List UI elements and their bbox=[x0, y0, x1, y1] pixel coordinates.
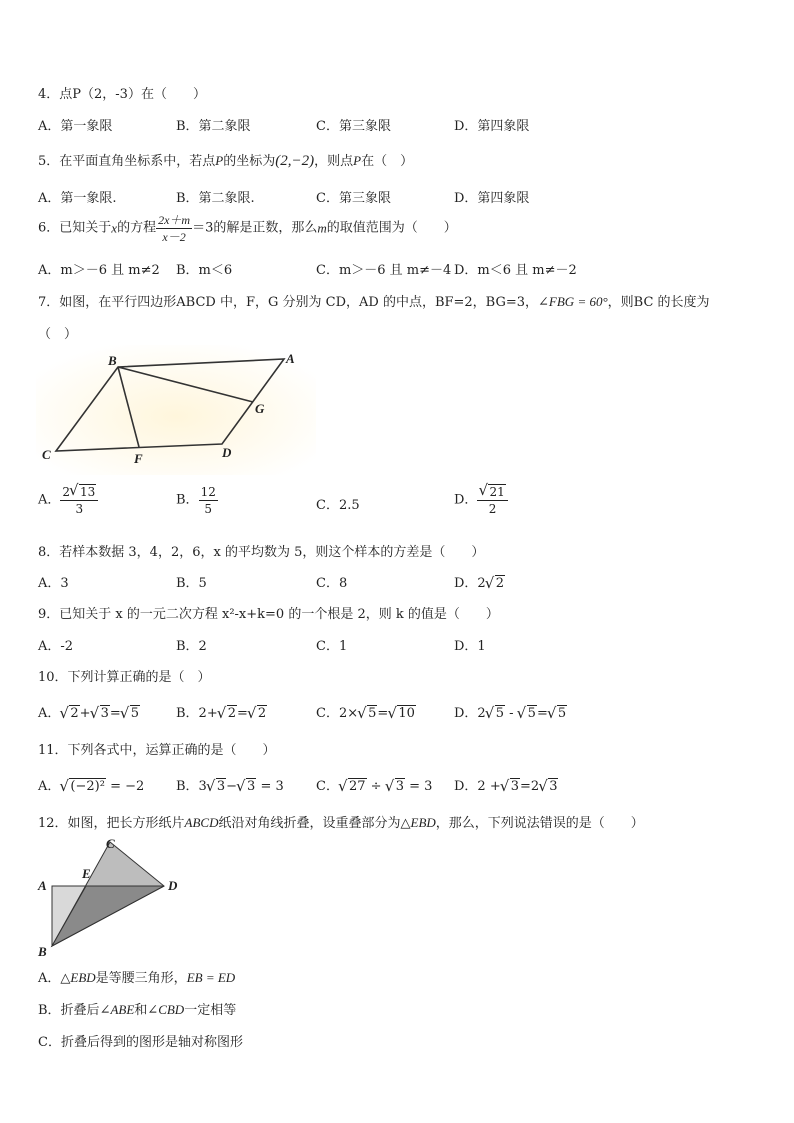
q7-option-c: C．2.5 bbox=[316, 498, 360, 513]
q7-label-d: D bbox=[222, 445, 232, 460]
q12-label-c: C bbox=[106, 836, 115, 851]
q8-option-c: C．8 bbox=[316, 576, 348, 591]
q10-stem: 10．下列计算正确的是（ ） bbox=[38, 670, 211, 685]
q7-label-a: A bbox=[286, 351, 295, 366]
q11-option-d: D．2 +√ 3=2√ 3 bbox=[454, 775, 558, 794]
q10-option-c: C．2×√ 5=√ 10 bbox=[316, 702, 416, 721]
q8-option-b: B．5 bbox=[176, 576, 207, 591]
q7-option-a: A． $\frac{2√ 13}{3}$ bbox=[38, 484, 98, 517]
q9-option-a: A．-2 bbox=[38, 639, 74, 654]
q7-label-f: F bbox=[134, 451, 143, 466]
q10-option-b: B．2+√ 2=√ 2 bbox=[176, 702, 267, 721]
q4-option-c: C．第三象限 bbox=[316, 119, 391, 134]
q12-stem: 12．如图，把长方形纸片ABCD纸沿对角线折叠，设重叠部分为△EBD，那么，下列说法错误的是（ ） bbox=[38, 815, 644, 831]
q7-label-b: B bbox=[108, 353, 117, 368]
q12-option-a: A．△EBD是等腰三角形，EB = ED bbox=[38, 970, 236, 986]
q9-option-d: D．1 bbox=[454, 639, 486, 654]
q9-option-b: B．2 bbox=[176, 639, 207, 654]
q6-fraction: $\frac{2x+m}{x-2}$ bbox=[158, 213, 191, 244]
q7-option-b: B． $\frac{12}{5}$ bbox=[176, 485, 216, 516]
q12-label-d: D bbox=[168, 878, 178, 893]
q12-label-a: A bbox=[38, 878, 47, 893]
q5-stem: 5．在平面直角坐标系中，若点P的坐标为(2,−2)，则点P在（ ） bbox=[38, 153, 414, 169]
q8-stem: 8．若样本数据 3，4，2，6，x 的平均数为 5，则这个样本的方差是（ ） bbox=[38, 545, 485, 560]
q4-option-d: D．第四象限 bbox=[454, 119, 530, 134]
q7-parallelogram-figure bbox=[36, 345, 316, 475]
q5-option-d: D．第四象限 bbox=[454, 191, 530, 206]
q12-label-e: E bbox=[82, 866, 91, 881]
q7-option-d: D． √ $\frac{21}{2}$ bbox=[454, 484, 508, 517]
q5-option-b: B．第二象限. bbox=[176, 191, 255, 206]
q6-option-a: A．m＞－6 且 m≠2 bbox=[38, 263, 160, 278]
q5-option-a: A．第一象限. bbox=[38, 191, 117, 206]
q4-stem: 4．点P（2，-3）在（ ） bbox=[38, 87, 206, 102]
q4-option-b: B．第二象限 bbox=[176, 119, 251, 134]
q8-option-d: D．2√ 2 bbox=[454, 572, 505, 591]
q9-option-c: C．1 bbox=[316, 639, 348, 654]
q11-option-c: C．√ 27 ÷ √ 3 = 3 bbox=[316, 775, 432, 794]
q7-paren: （ ） bbox=[38, 327, 78, 342]
q12-folding-figure bbox=[34, 834, 194, 960]
q11-option-b: B．3√ 3−√ 3 = 3 bbox=[176, 775, 284, 794]
q7-label-g: G bbox=[255, 401, 265, 416]
q9-stem: 9．已知关于 x 的一元二次方程 x²-x+k=0 的一个根是 2，则 k 的值是（ ） bbox=[38, 607, 499, 622]
q12-option-c: C．折叠后得到的图形是轴对称图形 bbox=[38, 1035, 243, 1050]
q8-option-a: A．3 bbox=[38, 576, 69, 591]
q11-option-a: A．√ (−2)² = −2 bbox=[38, 775, 144, 794]
q12-label-b: B bbox=[38, 944, 47, 959]
q4-option-a: A．第一象限 bbox=[38, 119, 113, 134]
q7-stem: 7．如图，在平行四边形ABCD 中，F，G 分别为 CD，AD 的中点，BF=2，BG=3，∠FBG = 60°，则BC 的长度为 bbox=[38, 294, 710, 310]
q11-stem: 11．下列各式中，运算正确的是（ ） bbox=[38, 743, 276, 758]
q6-option-b: B．m＜6 bbox=[176, 263, 233, 278]
q12-option-b: B．折叠后∠ABE和∠CBD一定相等 bbox=[38, 1002, 237, 1018]
q6-stem: 6．已知关于x的方程 $\frac{2x+m}{x-2}$ ＝3的解是正数，那么m的取值范围为（ ） bbox=[38, 213, 457, 244]
q6-option-d: D．m＜6 且 m≠－2 bbox=[454, 263, 577, 278]
q10-option-a: A．√ 2+√ 3=√ 5 bbox=[38, 702, 140, 721]
q10-option-d: D．2√ 5 - √ 5=√ 5 bbox=[454, 702, 567, 721]
q6-option-c: C．m＞－6 且 m≠－4 bbox=[316, 263, 452, 278]
q7-label-c: C bbox=[42, 447, 51, 462]
q5-option-c: C．第三象限 bbox=[316, 191, 391, 206]
